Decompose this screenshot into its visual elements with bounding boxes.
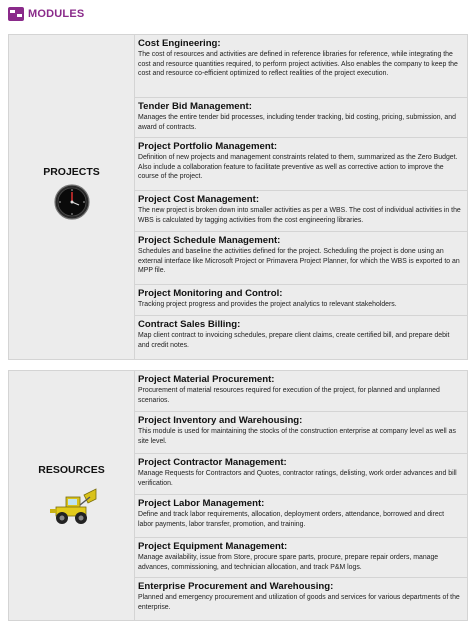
module-title[interactable]: Project Inventory and Warehousing: — [138, 415, 303, 426]
module-item[interactable] — [135, 138, 467, 191]
module-title[interactable]: Project Contractor Management: — [138, 457, 287, 468]
module-desc: Map client contract to invoicing schedules, prepare client claims, create certified bill, and prepare debit and credit notes. — [138, 332, 450, 349]
module-desc: Manage Requests for Contractors and Quotes, contractor ratings, delisting, work order advances and bill verification. — [138, 470, 457, 487]
projects-section — [8, 34, 468, 360]
module-item[interactable] — [135, 316, 467, 359]
clock-icon — [54, 184, 90, 220]
modules-icon — [8, 7, 24, 21]
module-item[interactable] — [135, 495, 467, 538]
module-title[interactable]: Cost Engineering: — [138, 38, 221, 49]
module-title[interactable]: Tender Bid Management: — [138, 101, 252, 112]
module-item[interactable] — [135, 412, 467, 454]
projects-sidebar — [9, 35, 135, 359]
module-desc: The new project is broken down into smaller activities as per a WBS. The cost of individual activities in the WBS is calculated by tagging activities from the cost engineering libraries. — [138, 207, 461, 224]
modules-title: MODULES — [28, 8, 85, 20]
module-title[interactable]: Project Portfolio Management: — [138, 141, 278, 152]
module-item[interactable] — [135, 454, 467, 495]
module-item[interactable] — [135, 98, 467, 138]
module-desc: This module is used for maintaining the stocks of the construction enterprise at company level as well as site level. — [138, 428, 456, 445]
module-item[interactable] — [135, 232, 467, 285]
module-desc: Manages the entire tender bid processes, including tender tracking, bid costing, pricing, submission, and award of contracts. — [138, 114, 456, 131]
module-desc: Planned and emergency procurement and utilization of goods and services for various departments of the enterprise. — [138, 594, 460, 611]
module-title[interactable]: Project Cost Management: — [138, 194, 260, 205]
resources-title: RESOURCES — [38, 464, 105, 476]
module-item[interactable] — [135, 35, 467, 98]
module-desc: The cost of resources and activities are defined in reference libraries for reference, while integrating the cost and resource quantities required, to perform project activities. Also enables the company to keep the cost and resource co-efficient optimized to reflect realities of the project execution. — [138, 51, 458, 78]
module-item[interactable] — [135, 191, 467, 232]
module-item[interactable] — [135, 371, 467, 412]
modules-header — [8, 5, 84, 23]
resources-sidebar — [9, 371, 135, 620]
module-desc: Procurement of material resources required for execution of the project, for planned and unplanned scenarios. — [138, 387, 440, 404]
module-title[interactable]: Contract Sales Billing: — [138, 319, 241, 330]
module-item[interactable] — [135, 285, 467, 316]
module-desc: Define and track labor requirements, allocation, deployment orders, attendance, borrowed and direct labor payments, labor transfer, promotion, and training. — [138, 511, 445, 528]
module-title[interactable]: Project Monitoring and Control: — [138, 288, 283, 299]
module-desc: Tracking project progress and provides the project analytics to relevant stakeholders. — [138, 301, 397, 308]
construction-loader-icon — [46, 483, 98, 527]
module-item[interactable] — [135, 538, 467, 578]
module-title[interactable]: Project Equipment Management: — [138, 541, 288, 552]
module-title[interactable]: Project Schedule Management: — [138, 235, 281, 246]
projects-title: PROJECTS — [43, 166, 100, 178]
module-desc: Schedules and baseline the activities defined for the project. Scheduling the project is done using an external interface like Microsoft Project or Primavera Project Planner, for which the WBS is exported to an MPP file. — [138, 248, 460, 275]
module-title[interactable]: Project Labor Management: — [138, 498, 265, 509]
module-title[interactable]: Project Material Procurement: — [138, 374, 275, 385]
module-desc: Manage availability, issue from Store, procure spare parts, procure, prepare repair orders, manage advances, commissioning, and technician allocation, and track P&M logs. — [138, 554, 439, 571]
module-desc: Definition of new projects and management constraints related to them, summarized as the Zero Budget. Also include a collaboration feature to facilitate preventive as well as corrective action to improve the course of the project. — [138, 154, 458, 181]
module-title[interactable]: Enterprise Procurement and Warehousing: — [138, 581, 334, 592]
resources-section — [8, 370, 468, 621]
module-item[interactable] — [135, 578, 467, 621]
